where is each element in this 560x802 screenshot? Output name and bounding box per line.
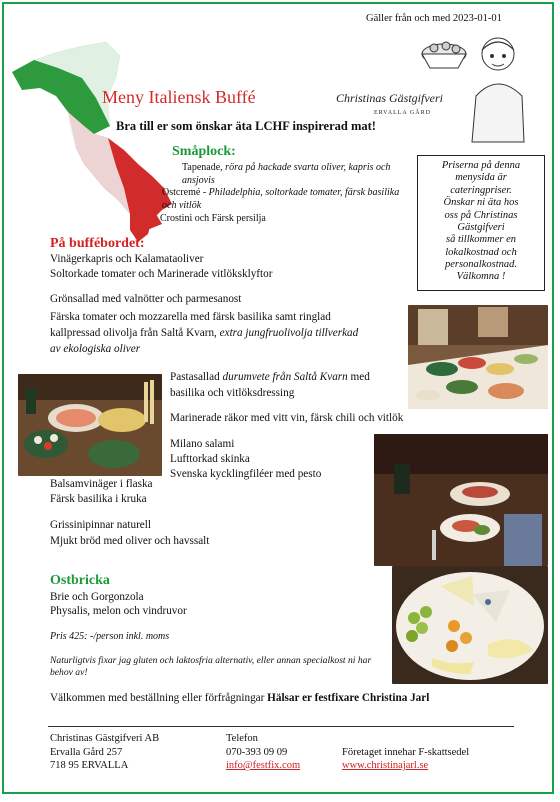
shrimp-dish: Marinerade räkor med vitt vin, färsk chili och vitlök (170, 412, 404, 424)
italy-map-graphic (12, 38, 180, 248)
svg-text:Christinas Gästgifveri: Christinas Gästgifveri (336, 91, 444, 105)
menu-page (2, 2, 554, 794)
price-note-box (417, 155, 545, 291)
price-note-line: Välkomna ! (456, 271, 506, 283)
footer-web-link[interactable]: www.christinajarl.se (342, 760, 429, 771)
welcome-text-signature: Hälsar er festfixare Christina Jarl (267, 692, 430, 704)
price-note-line: personalkostnad. (444, 259, 518, 270)
buffet-heading: På buffébordet: (50, 236, 145, 251)
footer-address: Ervalla Gård 257 (50, 746, 123, 758)
price-note-line: Priserna på denna (441, 160, 521, 171)
svg-text:ERVALLA GÅRD: ERVALLA GÅRD (374, 110, 431, 116)
price-note-line: lokalkostnad och (445, 246, 517, 258)
price-note-line: så tillkommer en (446, 234, 516, 246)
footer-email-link[interactable]: info@festfix.com (226, 760, 301, 772)
menu-title: Meny Italiensk Buffé (102, 87, 256, 107)
smaplock-item-ostcreme (162, 187, 414, 212)
pasta-salad-with: med (347, 371, 370, 383)
price-note-line: oss på Christinas (444, 209, 518, 221)
pasta-salad-origin: durumvete från Saltå Kvarn (222, 371, 348, 383)
smaplock-item-ostcreme-desc: Philadelphia, soltorkade tomater, färsk basilika och vitlök (162, 187, 400, 211)
pasta-salad-name: Pastasallad (170, 371, 223, 383)
footer-zip: 718 95 ERVALLA (50, 760, 129, 772)
smaplock-item-tapenade-name: Tapenade, (182, 162, 226, 173)
smaplock-item-crostini: Crostini och Färsk persilja (160, 213, 266, 224)
meat-item: Lufttorkad skinka (170, 453, 250, 465)
buffet-line: Färsk basilika i kruka (50, 493, 147, 505)
buffet-line: av ekologiska oliver (50, 343, 141, 355)
footer-company (50, 732, 159, 773)
special-diet-note: Naturligtvis fixar jag gluten och laktosfria alternativ, eller annan specialkost ni har behov av! (50, 655, 372, 679)
smaplock-item-tapenade-desc: röra på hackade svarta oliver, kapris och ansjovis (182, 162, 391, 186)
buffet-line: Vinägerkapris och Kalamataoliver (50, 253, 204, 265)
buffet-table-photo (408, 305, 548, 409)
guest-plates-photo (374, 434, 548, 566)
buffet-line-part: kallpressad olivolja från Saltå Kvarn, (50, 327, 220, 339)
buffet-line: Soltorkade tomater och Marinerade vitlöksklyftor (50, 268, 273, 280)
ostbricka-heading: Ostbricka (50, 573, 110, 588)
tagline: Bra till er som önskar äta LCHF inspirerad mat! (116, 119, 376, 133)
meat-item: Svenska kycklingfiléer med pesto (170, 468, 322, 480)
smaplock-item-tapenade (182, 162, 414, 187)
footer-company-name: Christinas Gästgifveri AB (50, 733, 160, 744)
ostbricka-line: Physalis, melon och vindruvor (50, 605, 187, 617)
valid-from-text: Gäller från och med 2023-01-01 (366, 13, 502, 24)
buffet-line: Grönsallad med valnötter och parmesanost (50, 293, 242, 305)
footer-phone-label: Telefon (226, 733, 258, 744)
buffet-line: Grissinipinnar naturell (50, 519, 151, 531)
price-note-line: menysida är (455, 172, 507, 184)
pasta-salad-dressing: basilika och vitlöksdressing (170, 387, 295, 399)
meat-item: Milano salami (170, 438, 235, 450)
buffet-line-part: extra jungfruolivolja tillverkad (219, 327, 359, 339)
cheese-platter-photo (392, 566, 548, 684)
buffet-line: Mjukt bröd med oliver och havssalt (50, 535, 210, 547)
pasta-salad (170, 370, 406, 385)
welcome-text (50, 692, 550, 704)
welcome-text-intro: Välkommen med beställning eller förfrågningar (50, 692, 268, 704)
smaplock-item-ostcreme-name: Ostcremé - (162, 187, 209, 198)
footer-contact (226, 732, 300, 773)
smaplock-heading: Småplock: (172, 144, 236, 159)
price-note-line: Gästgifveri (457, 221, 505, 233)
buffet-line (50, 326, 358, 341)
price-text: Pris 425: -/person inkl. moms (50, 631, 170, 642)
salad-plates-photo (18, 374, 162, 476)
price-note-line: cateringpriser. (450, 184, 512, 196)
footer-divider (48, 726, 514, 727)
price-note-line: Önskar ni äta hos (443, 197, 519, 209)
buffet-line: Balsamvinäger i flaska (50, 478, 153, 490)
buffet-line: Färska tomater och mozzarella med färsk basilika samt ringlad (50, 311, 331, 323)
footer-phone: 070-393 09 09 (226, 746, 288, 758)
ostbricka-line: Brie och Gorgonzola (50, 591, 144, 603)
footer-tax: Företaget innehar F-skattsedel (342, 747, 470, 758)
